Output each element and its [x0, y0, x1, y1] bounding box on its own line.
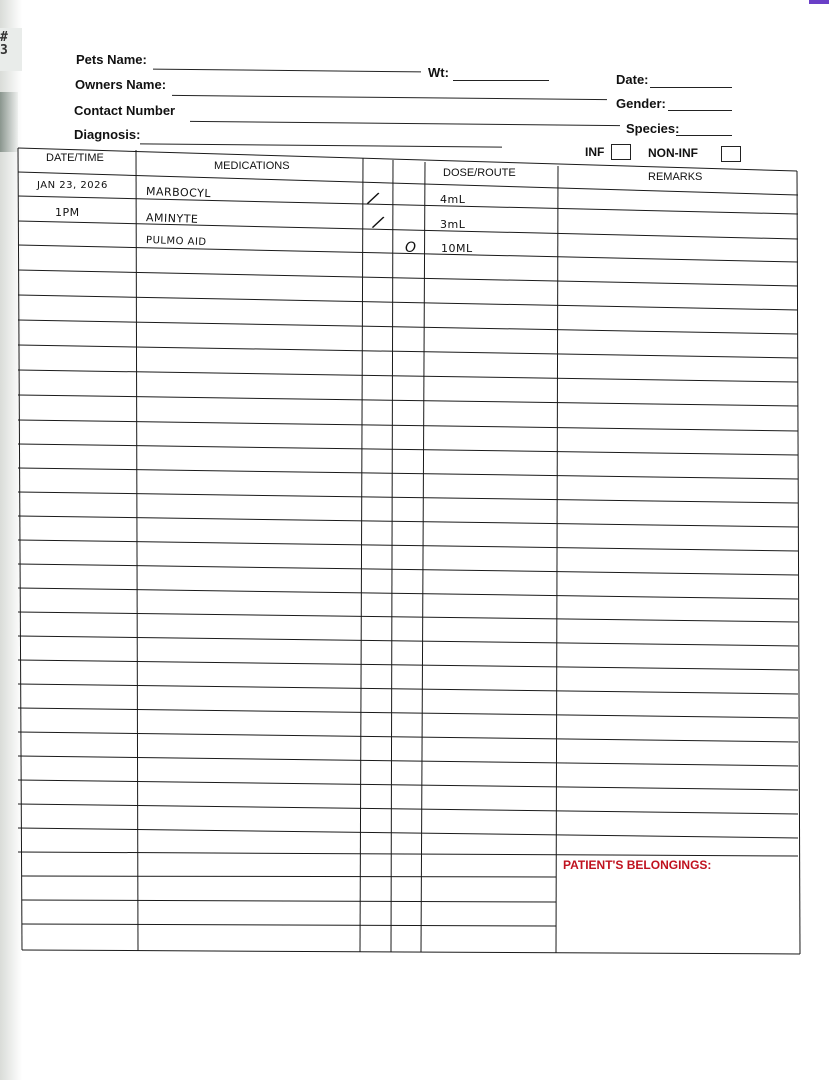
entry-check-mark: / [370, 211, 386, 234]
table-top-edge [18, 148, 797, 171]
table-row-line [18, 370, 798, 382]
table-row-line [18, 540, 798, 551]
table-row-line [18, 221, 798, 239]
table-row-line [18, 756, 798, 766]
owners-name-label: Owners Name: [75, 77, 167, 92]
patients-belongings-label: PATIENT'S BELONGINGS: [563, 858, 712, 872]
table-right-edge [797, 171, 800, 954]
entry-circle-mark: O [405, 240, 417, 256]
table-row-line [18, 828, 798, 838]
table-row-line [18, 345, 798, 358]
entry-medication: MARBOCYL [145, 184, 212, 201]
table-row-line [18, 636, 798, 646]
table-row-line [18, 270, 798, 286]
header-dose-route: DOSE/ROUTE [443, 167, 516, 179]
entry-date-time: JAN 23, 2026 [37, 180, 108, 191]
entry-dose: 10ML [441, 242, 473, 255]
table-row-line [18, 196, 798, 214]
header-remarks: REMARKS [648, 171, 703, 183]
entry-medication: PULMO AID [145, 234, 207, 249]
table-row-line [18, 780, 798, 790]
wt-label: Wt: [428, 65, 449, 80]
header-medications: MEDICATIONS [214, 160, 290, 172]
table-left-edge [18, 148, 22, 950]
header-date-time: DATE/TIME [46, 152, 104, 164]
table-row-line [18, 468, 798, 479]
table-row-line [18, 295, 798, 310]
table-row-line [18, 492, 798, 503]
entry-check-mark: / [365, 187, 381, 210]
table-row-line [18, 444, 798, 455]
table-row-line [18, 588, 798, 599]
table-row-line [18, 320, 798, 334]
date-label: Date: [616, 72, 649, 87]
species-label: Species: [626, 121, 680, 136]
tab-marker: # 3 [0, 28, 22, 71]
entry-date-time: 1PM [55, 206, 80, 219]
table-row-line [18, 564, 798, 575]
table-row-line [18, 684, 798, 694]
table-row-line [18, 732, 798, 742]
entry-medication: AMINYTE [145, 211, 199, 226]
table-row-line [22, 876, 556, 877]
table-row-line [18, 660, 798, 670]
gender-label: Gender: [616, 96, 666, 111]
table-row-line [18, 852, 798, 856]
column-line-date [136, 150, 138, 951]
pets-name-label: Pets Name: [76, 52, 147, 67]
non-inf-label: NON-INF [648, 146, 698, 160]
diagnosis-label: Diagnosis: [74, 127, 141, 142]
table-row-line [18, 708, 798, 718]
table-row-line [18, 395, 798, 406]
table-row-line [18, 420, 798, 431]
table-bottom-edge [22, 950, 800, 954]
table-row-line [18, 612, 798, 622]
table-row-line [18, 516, 798, 527]
table-row-line [22, 900, 556, 902]
inf-label: INF [585, 145, 605, 159]
entry-dose: 4mL [440, 193, 466, 206]
entry-dose: 3mL [440, 218, 466, 231]
contact-number-label: Contact Number [74, 103, 176, 118]
table-row-line [22, 924, 556, 926]
table-row-line [18, 804, 798, 814]
